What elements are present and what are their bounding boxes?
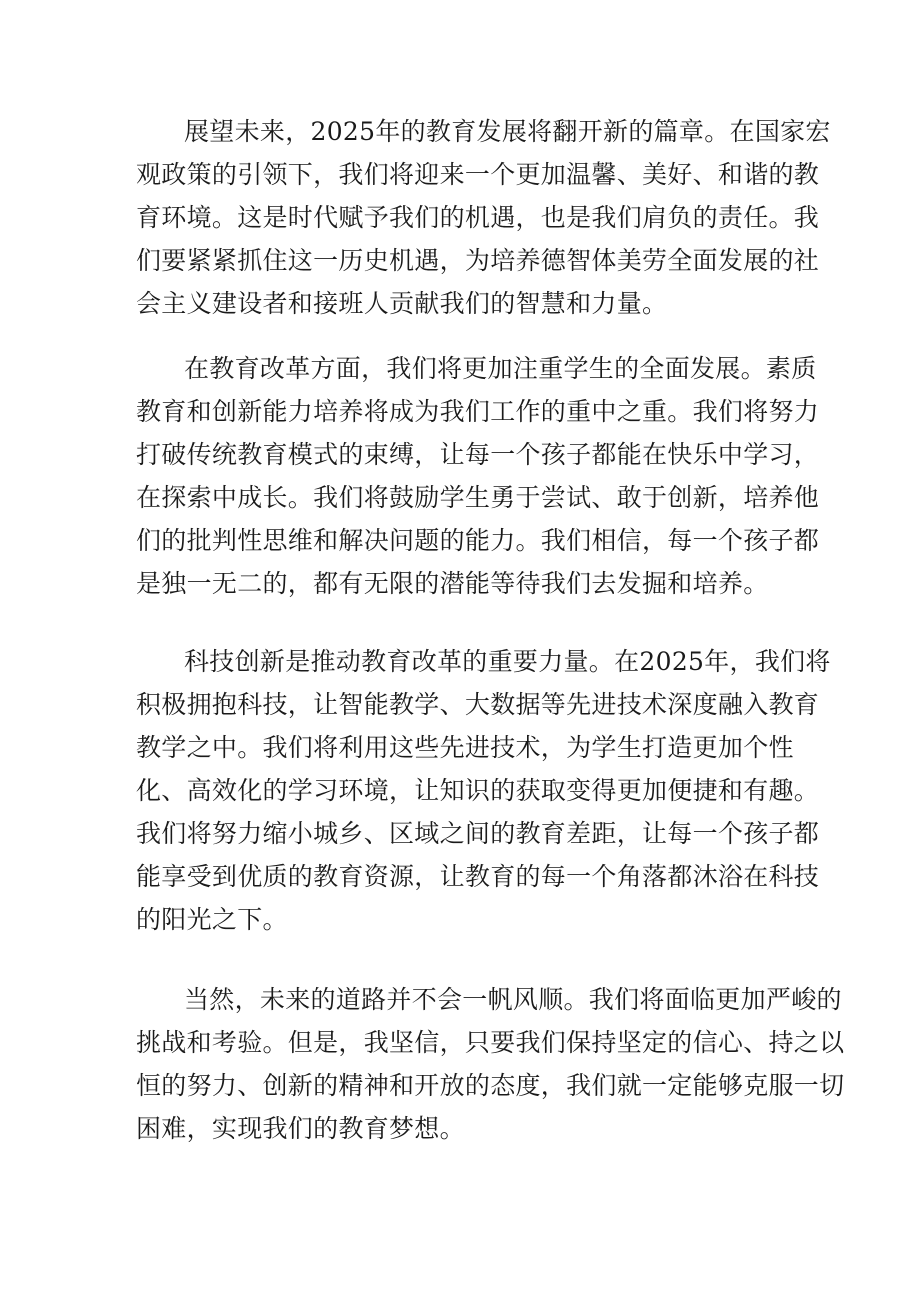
paragraph-line: 化、高效化的学习环境，让知识的获取变得更加便捷和有趣。 xyxy=(136,776,820,805)
paragraph-line: 能享受到优质的教育资源，让教育的每一个角落都沐浴在科技 xyxy=(136,862,820,891)
paragraph-line: 会主义建设者和接班人贡献我们的智慧和力量。 xyxy=(136,289,668,318)
paragraph-line: 展望未来，2025年的教育发展将翻开新的篇章。在国家宏 xyxy=(184,117,831,146)
paragraph-line: 教育和创新能力培养将成为我们工作的重中之重。我们将努力 xyxy=(136,397,820,426)
paragraph-line: 在教育改革方面，我们将更加注重学生的全面发展。素质 xyxy=(184,354,817,383)
paragraph-line: 打破传统教育模式的束缚，让每一个孩子都能在快乐中学习， xyxy=(136,440,820,469)
paragraph-line: 们要紧紧抓住这一历史机遇，为培养德智体美劳全面发展的社 xyxy=(136,246,820,275)
paragraph-line: 困难，实现我们的教育梦想。 xyxy=(136,1114,465,1143)
paragraph-line: 科技创新是推动教育改革的重要力量。在2025年，我们将 xyxy=(184,647,831,676)
paragraph-line: 的阳光之下。 xyxy=(136,905,288,934)
paragraph-line: 在探索中成长。我们将鼓励学生勇于尝试、敢于创新，培养他 xyxy=(136,483,820,512)
paragraph-line: 教学之中。我们将利用这些先进技术，为学生打造更加个性 xyxy=(136,733,794,762)
paragraph-line: 们的批判性思维和解决问题的能力。我们相信，每一个孩子都 xyxy=(136,526,820,555)
paragraph-line: 恒的努力、创新的精神和开放的态度，我们就一定能够克服一切 xyxy=(136,1071,845,1100)
paragraph-line: 观政策的引领下，我们将迎来一个更加温馨、美好、和谐的教 xyxy=(136,160,820,189)
paragraph-line: 我们将努力缩小城乡、区域之间的教育差距，让每一个孩子都 xyxy=(136,819,820,848)
paragraph-line: 育环境。这是时代赋予我们的机遇，也是我们肩负的责任。我 xyxy=(136,203,820,232)
paragraph-line: 当然，未来的道路并不会一帆风顺。我们将面临更加严峻的 xyxy=(184,985,842,1014)
paragraph-line: 是独一无二的，都有无限的潜能等待我们去发掘和培养。 xyxy=(136,569,769,598)
paragraph-line: 挑战和考验。但是，我坚信，只要我们保持坚定的信心、持之以 xyxy=(136,1028,845,1057)
paragraph-line: 积极拥抱科技，让智能教学、大数据等先进技术深度融入教育 xyxy=(136,690,820,719)
